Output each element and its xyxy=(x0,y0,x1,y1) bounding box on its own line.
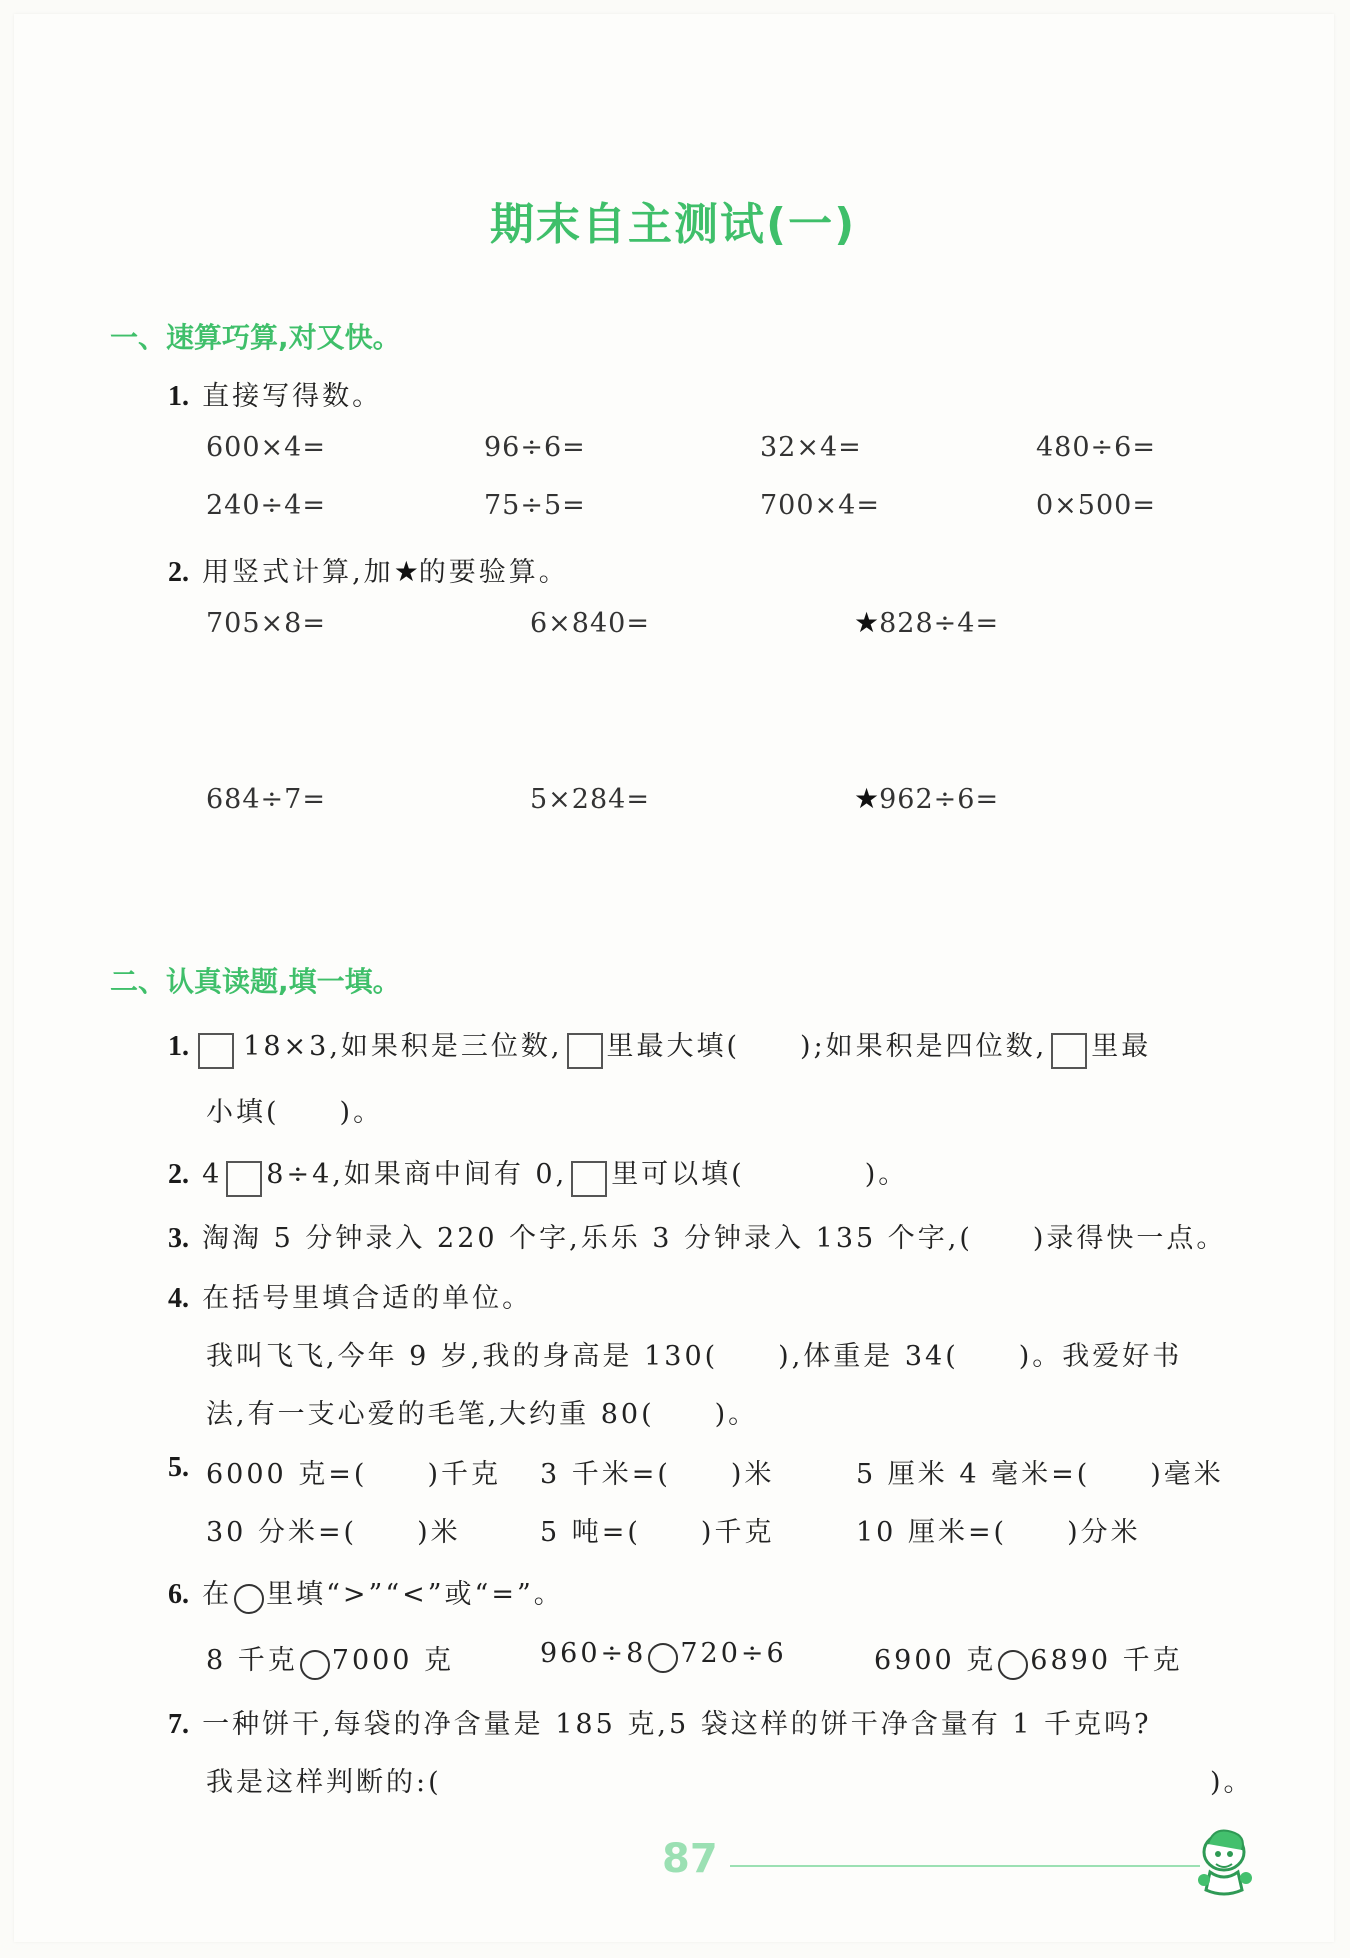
s1-q2-starred xyxy=(854,606,999,639)
s2-q7 xyxy=(168,1702,1152,1741)
section2-heading: 二、认真读题,填一填。 xyxy=(110,965,401,998)
s2-q1-line2: 小填( )。 xyxy=(206,1097,384,1128)
s2-q5-number: 5. xyxy=(168,1452,189,1483)
star-icon: ★ xyxy=(854,606,880,639)
s2-q2 xyxy=(168,1152,908,1197)
blank-box[interactable] xyxy=(198,1033,234,1069)
s2-q7-number: 7. xyxy=(168,1709,189,1740)
s1-q2-starred xyxy=(854,782,999,815)
s2-q3-number: 3. xyxy=(168,1223,189,1254)
s1-q1-expr: 75÷5= xyxy=(484,490,586,521)
s2-q1-part3: 里最 xyxy=(1091,1031,1152,1062)
footer-rule xyxy=(730,1865,1200,1867)
s2-q6-compare xyxy=(874,1638,1183,1680)
s2-q5-item: 6000 克=( )千克 xyxy=(206,1459,501,1490)
compare-circle[interactable] xyxy=(998,1650,1028,1680)
s2-q4-text: 在括号里填合适的单位。 xyxy=(202,1283,533,1314)
s2-q7-text: 一种饼干,每袋的净含量是 185 克,5 袋这样的饼干净含量有 1 千克吗? xyxy=(202,1709,1152,1740)
s1-q1-expr: 480÷6= xyxy=(1036,432,1156,463)
s1-q2-number: 2. xyxy=(168,557,189,588)
s1-q2-expr: 962÷6= xyxy=(879,784,1000,815)
cartoon-mascot-icon xyxy=(1190,1820,1260,1904)
star-icon: ★ xyxy=(393,555,419,588)
blank-box[interactable] xyxy=(226,1161,262,1197)
s2-q2-part2: 8÷4,如果商中间有 0, xyxy=(266,1159,568,1190)
compare-right: 6890 千克 xyxy=(1030,1645,1183,1676)
s2-q2-part1: 4 xyxy=(202,1159,223,1190)
s1-q1-number: 1. xyxy=(168,381,189,412)
s1-q2-expr: 828÷4= xyxy=(879,608,1000,639)
s1-q1-expr: 32×4= xyxy=(760,432,862,463)
s2-q1-number: 1. xyxy=(168,1031,189,1062)
s1-q2-expr: 705×8= xyxy=(206,608,326,639)
section1-heading: 一、速算巧算,对又快。 xyxy=(110,321,401,354)
blank-box[interactable] xyxy=(1051,1033,1087,1069)
s2-q2-part3: 里可以填( )。 xyxy=(611,1159,909,1190)
s2-q6 xyxy=(168,1572,564,1614)
s2-q6-compare xyxy=(540,1638,787,1673)
s2-q7-answer-suffix: )。 xyxy=(1210,1767,1254,1798)
s1-q1 xyxy=(168,374,382,413)
s2-q5-item: 10 厘米=( )分米 xyxy=(856,1517,1141,1548)
page-number: 87 xyxy=(662,1836,718,1882)
s2-q7-answer-prefix: 我是这样判断的:( xyxy=(206,1767,442,1798)
star-icon: ★ xyxy=(854,782,880,815)
compare-right: 7000 克 xyxy=(331,1645,455,1676)
compare-left: 8 千克 xyxy=(206,1645,298,1676)
s2-q6-number: 6. xyxy=(168,1579,189,1610)
s1-q2-text-after: 的要验算。 xyxy=(418,557,569,588)
s1-q2-expr: 684÷7= xyxy=(206,784,326,815)
compare-left: 960÷8 xyxy=(540,1638,647,1669)
s1-q1-expr: 600×4= xyxy=(206,432,326,463)
s2-q2-number: 2. xyxy=(168,1159,189,1190)
s2-q4-number: 4. xyxy=(168,1283,189,1314)
s2-q1-part2: 里最大填( );如果积是四位数, xyxy=(606,1031,1048,1062)
s2-q5 xyxy=(168,1452,189,1484)
s1-q1-expr: 700×4= xyxy=(760,490,880,521)
s2-q6-text-after: 里填“>”“<”或“=”。 xyxy=(266,1579,564,1610)
s2-q3-text: 淘淘 5 分钟录入 220 个字,乐乐 3 分钟录入 135 个字,( )录得快一点。 xyxy=(202,1223,1227,1254)
s2-q1-part1: 18×3,如果积是三位数, xyxy=(243,1031,563,1062)
page-title: 期末自主测试(一) xyxy=(490,199,857,250)
s1-q1-expr: 96÷6= xyxy=(484,432,586,463)
s2-q4 xyxy=(168,1276,532,1315)
blank-box[interactable] xyxy=(571,1161,607,1197)
compare-right: 720÷6 xyxy=(680,1638,787,1669)
s2-q6-compare xyxy=(206,1638,454,1680)
s2-q4-line2: 法,有一支心爱的毛笔,大约重 80( )。 xyxy=(206,1399,759,1430)
s1-q1-expr: 240÷4= xyxy=(206,490,326,521)
s2-q5-item: 5 吨=( )千克 xyxy=(540,1517,775,1548)
compare-circle[interactable] xyxy=(300,1650,330,1680)
compare-circle-icon xyxy=(234,1584,264,1614)
s1-q1-text: 直接写得数。 xyxy=(202,381,383,412)
s2-q5-item: 5 厘米 4 毫米=( )毫米 xyxy=(856,1459,1224,1490)
s1-q1-expr: 0×500= xyxy=(1036,490,1156,521)
compare-circle[interactable] xyxy=(648,1643,678,1673)
s2-q3 xyxy=(168,1216,1226,1255)
s2-q1 xyxy=(168,1024,1151,1069)
s2-q6-text: 在 xyxy=(202,1579,233,1610)
blank-box[interactable] xyxy=(567,1033,603,1069)
s1-q2-expr: 5×284= xyxy=(530,784,650,815)
s1-q2-text: 用竖式计算,加 xyxy=(202,557,394,588)
s1-q2-expr: 6×840= xyxy=(530,608,650,639)
s2-q5-item: 30 分米=( )米 xyxy=(206,1517,461,1548)
s2-q5-item: 3 千米=( )米 xyxy=(540,1459,775,1490)
s1-q2 xyxy=(168,550,569,589)
compare-left: 6900 克 xyxy=(874,1645,997,1676)
s2-q4-line1: 我叫飞飞,今年 9 岁,我的身高是 130( ),体重是 34( )。我爱好书 xyxy=(206,1341,1183,1372)
